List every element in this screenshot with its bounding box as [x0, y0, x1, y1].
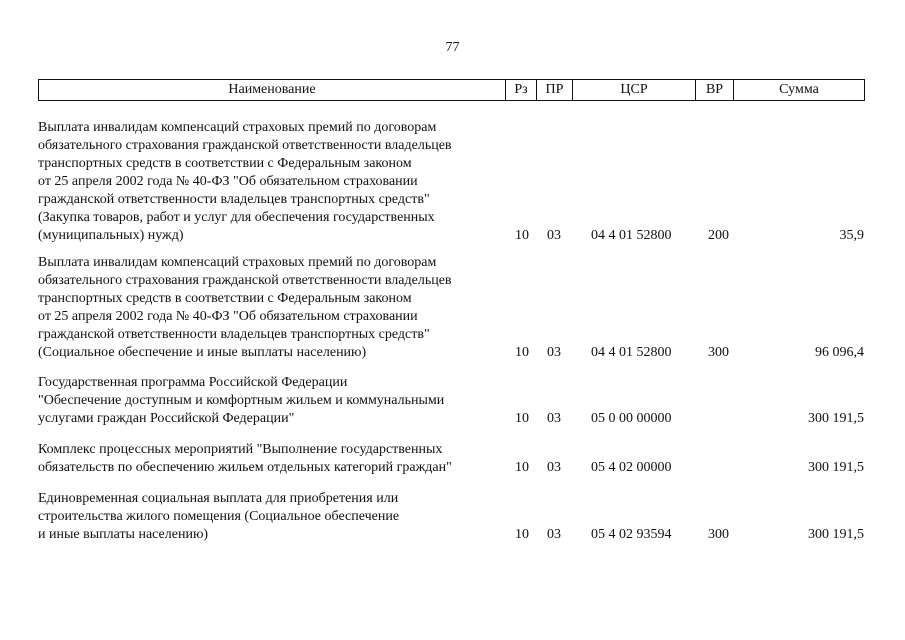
- row-name: Выплата инвалидам компенсаций страховых премий по договорам обязательного страхования гражданской ответственности владельцев транспортных средств в соответствии с Федеральным законом от 25 апреля 2002 года № 40-ФЗ "Об обязательном страховании гражданской ответственности владельцев транспортных средств" (Закупка товаров, работ и услуг для обеспечения государственных (муниципальных) нужд): [38, 120, 452, 243]
- row-vr: 300: [708, 345, 729, 360]
- header-sum: Сумма: [734, 80, 865, 101]
- row-name: Выплата инвалидам компенсаций страховых премий по договорам обязательного страхования гражданской ответственности владельцев транспортных средств в соответствии с Федеральным законом от 25 апреля 2002 года № 40-ФЗ "Об обязательном страховании гражданской ответственности владельцев транспортных средств" (Социальное обеспечение и иные выплаты населению): [38, 255, 452, 360]
- table-row: [38, 490, 864, 544]
- row-csr: 05 4 02 00000: [591, 460, 672, 475]
- row-pr: 03: [547, 460, 561, 475]
- row-rz: 10: [515, 411, 529, 426]
- header-name: Наименование: [39, 80, 506, 101]
- page-number: 77: [445, 40, 460, 55]
- table-row: [38, 374, 864, 428]
- row-name: Государственная программа Российской Федерации "Обеспечение доступным и комфортным жильем и коммунальными услугами граждан Российской Федерации": [38, 375, 445, 426]
- row-rz: 10: [515, 345, 529, 360]
- table-row: [38, 119, 864, 245]
- table-row: [38, 254, 864, 362]
- row-sum: 35,9: [839, 228, 864, 243]
- row-csr: 05 0 00 00000: [591, 411, 672, 426]
- table-header: [38, 79, 865, 101]
- row-sum: 300 191,5: [808, 527, 864, 542]
- row-pr: 03: [547, 411, 561, 426]
- row-rz: 10: [515, 228, 529, 243]
- row-csr: 04 4 01 52800: [591, 228, 672, 243]
- header-vr: ВР: [696, 80, 734, 101]
- header-csr: ЦСР: [573, 80, 696, 101]
- row-name: Единовременная социальная выплата для приобретения или строительства жилого помещения (Социальное обеспечение и иные выплаты населению): [38, 491, 400, 542]
- row-vr: 300: [708, 527, 729, 542]
- row-pr: 03: [547, 228, 561, 243]
- row-pr: 03: [547, 345, 561, 360]
- row-vr: 200: [708, 228, 729, 243]
- row-sum: 300 191,5: [808, 460, 864, 475]
- header-rz: Рз: [506, 80, 537, 101]
- row-sum: 96 096,4: [815, 345, 864, 360]
- row-pr: 03: [547, 527, 561, 542]
- row-csr: 04 4 01 52800: [591, 345, 672, 360]
- header-pr: ПР: [537, 80, 573, 101]
- row-name: Комплекс процессных мероприятий "Выполнение государственных обязательств по обеспечению жильем отдельных категорий граждан": [38, 442, 452, 475]
- row-rz: 10: [515, 460, 529, 475]
- table-row: [38, 441, 864, 477]
- row-rz: 10: [515, 527, 529, 542]
- row-sum: 300 191,5: [808, 411, 864, 426]
- row-csr: 05 4 02 93594: [591, 527, 672, 542]
